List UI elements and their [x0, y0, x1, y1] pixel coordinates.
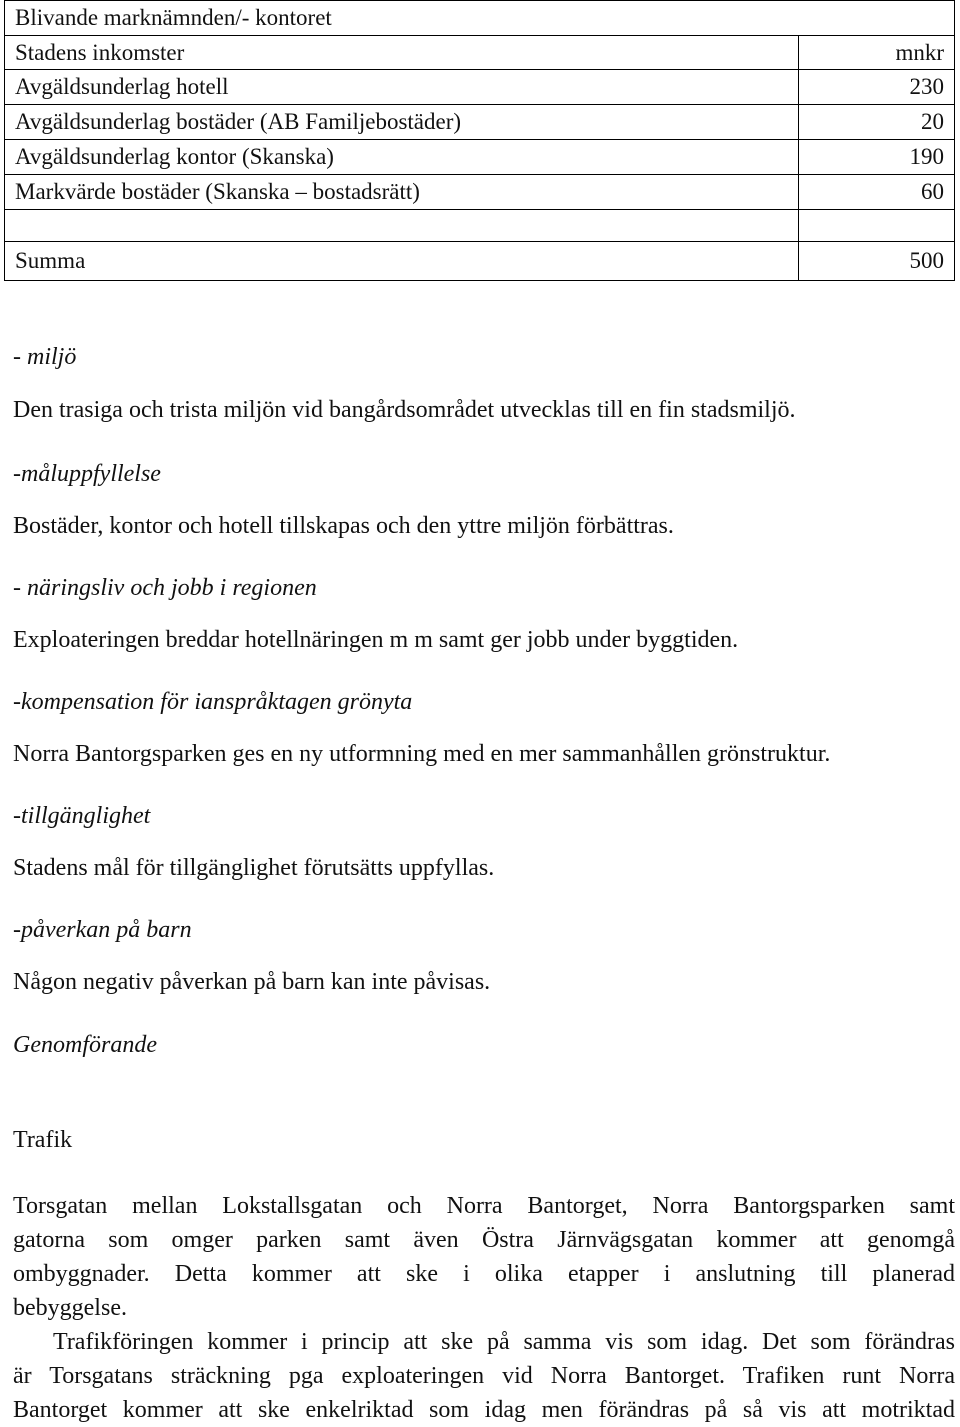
table-title-row	[5, 1, 955, 36]
table-row	[5, 105, 955, 140]
trafik-paragraph-2	[13, 1325, 955, 1427]
row-value: 190	[799, 140, 955, 175]
section-text-tillganglighet: Stadens mål för tillgänglighet förutsätts uppfyllas.	[13, 855, 495, 881]
table-header-row	[5, 36, 955, 70]
section-text-naringsliv: Exploateringen breddar hotellnäringen m m samt ger jobb under byggtiden.	[13, 627, 739, 653]
row-label: Avgäldsunderlag bostäder (AB Familjebostäder)	[5, 105, 799, 140]
table-row	[5, 70, 955, 105]
table-row	[5, 175, 955, 210]
text-line: gatorna som omger parken samt även Östra Järnvägsgatan kommer att genomgå	[13, 1227, 955, 1253]
section-heading-paverkan-barn: -påverkan på barn	[13, 917, 192, 943]
section-heading-kompensation: -kompensation för ianspråktagen grönyta	[13, 689, 413, 715]
text-line: ombyggnader. Detta kommer att ske i olika etapper i anslutning till planerad	[13, 1261, 955, 1287]
text-line: Trafikföringen kommer i princip att ske på samma vis som idag. Det som förändras	[53, 1329, 955, 1355]
sum-label: Summa	[5, 242, 799, 281]
row-label: Markvärde bostäder (Skanska – bostadsrätt)	[5, 175, 799, 210]
section-text-kompensation: Norra Bantorgsparken ges en ny utformning med en mer sammanhållen grönstruktur.	[13, 741, 831, 767]
section-text-maluppfyllelse: Bostäder, kontor och hotell tillskapas och den yttre miljön förbättras.	[13, 513, 674, 539]
section-text-paverkan-barn: Någon negativ påverkan på barn kan inte påvisas.	[13, 969, 491, 995]
finance-table	[4, 0, 955, 281]
text-line: Bantorget kommer att ske enkelriktad som idag men förändras på så vis att motriktad	[13, 1397, 955, 1423]
table-title: Blivande marknämnden/- kontoret	[5, 1, 955, 36]
row-label: Avgäldsunderlag hotell	[5, 70, 799, 105]
section-heading-miljo: - miljö	[13, 344, 77, 370]
table-header-unit: mnkr	[799, 36, 955, 70]
table-sum-row	[5, 242, 955, 281]
heading-trafik: Trafik	[13, 1127, 73, 1153]
text-line: bebyggelse.	[13, 1295, 127, 1321]
row-label: Avgäldsunderlag kontor (Skanska)	[5, 140, 799, 175]
sum-value: 500	[799, 242, 955, 281]
section-heading-maluppfyllelse: -måluppfyllelse	[13, 461, 161, 487]
section-text-miljo: Den trasiga och trista miljön vid bangårdsområdet utvecklas till en fin stadsmiljö.	[13, 397, 796, 423]
row-value: 230	[799, 70, 955, 105]
empty-cell	[799, 210, 955, 242]
section-heading-naringsliv: - näringsliv och jobb i regionen	[13, 575, 317, 601]
row-value: 60	[799, 175, 955, 210]
heading-genomforande: Genomförande	[13, 1032, 157, 1058]
table-spacer-row	[5, 210, 955, 242]
table-header-label: Stadens inkomster	[5, 36, 799, 70]
section-heading-tillganglighet: -tillgänglighet	[13, 803, 151, 829]
empty-cell	[5, 210, 799, 242]
row-value: 20	[799, 105, 955, 140]
table-row	[5, 140, 955, 175]
text-line: är Torsgatans sträckning pga exploateringen vid Norra Bantorget. Trafiken runt Norra	[13, 1363, 955, 1389]
trafik-paragraph-1	[13, 1189, 955, 1325]
text-line: Torsgatan mellan Lokstallsgatan och Norra Bantorget, Norra Bantorgsparken samt	[13, 1193, 955, 1219]
